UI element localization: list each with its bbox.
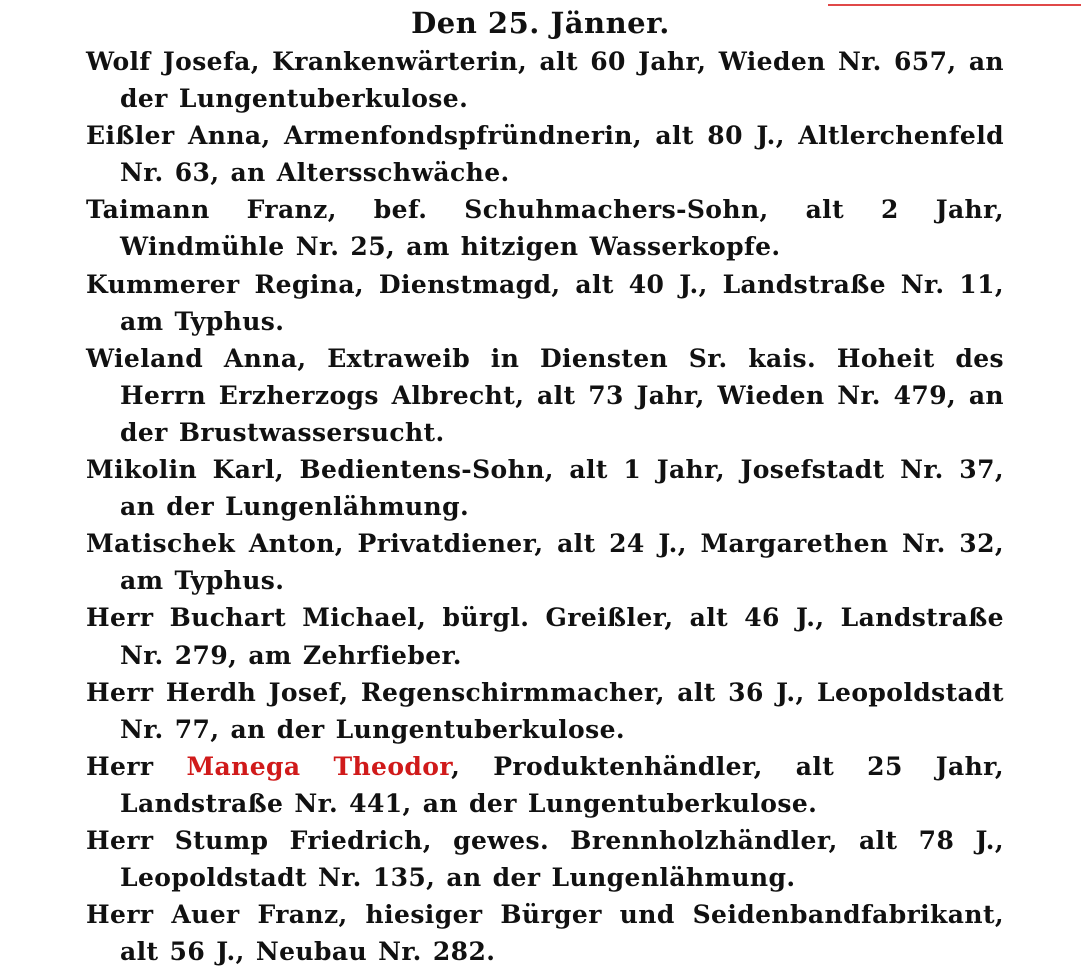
register-entry-stump: Herr Stump Friedrich, gewes. Brennholzhändler, alt 78 J., Leopoldstadt Nr. 135, an der Lungenlähmung.	[86, 825, 1004, 893]
date-heading: Den 25. Jänner.	[411, 6, 670, 40]
register-entry-matischek: Matischek Anton, Privatdiener, alt 24 J., Margarethen Nr. 32, am Typhus.	[86, 529, 1004, 596]
highlighted-name: Manega Theodor	[186, 751, 452, 781]
register-entry-kummerer: Kummerer Regina, Dienstmagd, alt 40 J., Landstraße Nr. 11, am Typhus.	[86, 269, 1004, 336]
register-entry-wieland: Wieland Anna, Extraweib in Diensten Sr. kais. Hoheit des Herrn Erzherzogs Albrecht, alt 73 Jahr, Wieden Nr. 479, an der Brustwassersucht.	[86, 343, 1004, 447]
register-entry-taimann: Taimann Franz, bef. Schuhmachers-Sohn, alt 2 Jahr, Windmühle Nr. 25, am hitzigen Wasserkopfe.	[86, 195, 1004, 262]
death-register-list	[86, 43, 1004, 970]
register-entry-herdh: Herr Herdh Josef, Regenschirmmacher, alt 36 J., Leopoldstadt Nr. 77, an der Lungentuberkulose.	[86, 677, 1004, 744]
entry-prefix: Herr	[86, 751, 187, 781]
register-entry-auer: Herr Auer Franz, hiesiger Bürger und Seidenbandfabrikant, alt 56 J., Neubau Nr. 282.	[86, 900, 1004, 967]
register-entry-mikolin: Mikolin Karl, Bedientens-Sohn, alt 1 Jahr, Josefstadt Nr. 37, an der Lungenlähmung.	[86, 455, 1004, 522]
register-entry-manega	[86, 748, 1004, 822]
register-entry-wolf: Wolf Josefa, Krankenwärterin, alt 60 Jahr, Wieden Nr. 657, an der Lungentuberkulose.	[86, 47, 1004, 114]
register-entry-eissler: Eißler Anna, Armenfondspfründnerin, alt 80 J., Altlerchenfeld Nr. 63, an Altersschwäche.	[86, 121, 1004, 188]
entry-details: , Produktenhändler, alt 25 Jahr, Landstraße Nr. 441, an der Lungentuberkulose.	[120, 751, 1004, 818]
register-entry-buchart: Herr Buchart Michael, bürgl. Greißler, alt 46 J., Landstraße Nr. 279, am Zehrfieber.	[86, 603, 1004, 670]
